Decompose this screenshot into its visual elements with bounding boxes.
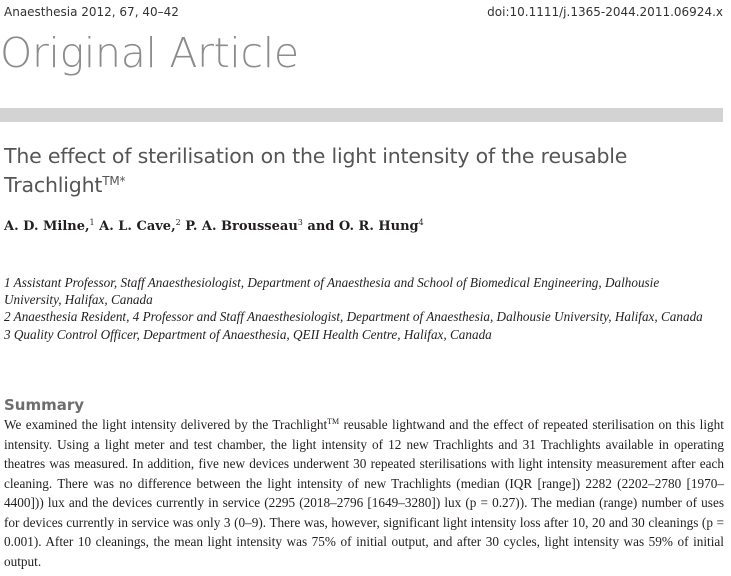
summary-trademark: TM bbox=[327, 417, 340, 426]
doi-link[interactable]: doi:10.1111/j.1365-2044.2011.06924.x bbox=[487, 5, 723, 19]
title-line-1: The effect of sterilisation on the light intensity of the reusable bbox=[4, 144, 628, 168]
title-line-2: Trachlight bbox=[4, 173, 103, 197]
journal-citation: Anaesthesia 2012, 67, 40–42 bbox=[4, 5, 179, 19]
author-affiliation-ref[interactable]: 3 bbox=[297, 218, 303, 227]
author-name: and O. R. Hung bbox=[307, 219, 419, 234]
affiliation-item: 2 Anaesthesia Resident, 4 Professor and Staff Anaesthesiologist, Department of Anaesthesia, Dalhousie University, Halifax, Canada bbox=[4, 309, 703, 325]
author-name: A. L. Cave, bbox=[99, 219, 176, 234]
summary-heading: Summary bbox=[4, 396, 85, 414]
author-name: P. A. Brousseau bbox=[185, 219, 298, 234]
article-title bbox=[4, 142, 704, 200]
summary-text bbox=[4, 415, 724, 571]
summary-part-1: We examined the light intensity delivered by the Trachlight bbox=[4, 417, 328, 432]
affiliation-item: 1 Assistant Professor, Staff Anaesthesiologist, Department of Anaesthesia and School of Biomedical Engineering, Dalhousie University, Halifax, Canada bbox=[4, 275, 660, 307]
author-affiliation-ref[interactable]: 2 bbox=[175, 218, 181, 227]
section-label: Original Article bbox=[0, 29, 299, 77]
author-affiliation-ref[interactable]: 4 bbox=[418, 218, 424, 227]
author-name: A. D. Milne, bbox=[4, 219, 90, 234]
affiliations bbox=[4, 275, 719, 344]
trademark-mark: TM* bbox=[102, 174, 126, 188]
author-affiliation-ref[interactable]: 1 bbox=[89, 218, 95, 227]
affiliation-item: 3 Quality Control Officer, Department of Anaesthesia, QEII Health Centre, Halifax, Canada bbox=[4, 326, 492, 342]
author-list bbox=[4, 219, 424, 234]
section-divider bbox=[0, 108, 723, 122]
summary-part-2: reusable lightwand and the effect of repeated sterilisation on this light intensity. Using a light meter and test chamber, the light intensity of 12 new Trachlights and 31 Trachlights available in operating theatres was measured. In addition, five new devices underwent 30 repeated sterilisations with light intensity measurement after each cleaning. There was no difference between the light intensity of new Trachlights (median (IQR [range]) 2282 (2202–2780 [1970–4400])) lux and the devices currently in service (2295 (2018–2796 [1649–3280]) lux (p = 0.27)). The median (range) number of uses for devices currently in service was only 3 (0–9). There was, however, significant light intensity loss after 10, 20 and 30 cleanings (p = 0.001). After 10 cleanings, the mean light intensity was 75% of initial output, and after 30 cycles, light intensity was 59% of initial output. bbox=[4, 417, 724, 569]
